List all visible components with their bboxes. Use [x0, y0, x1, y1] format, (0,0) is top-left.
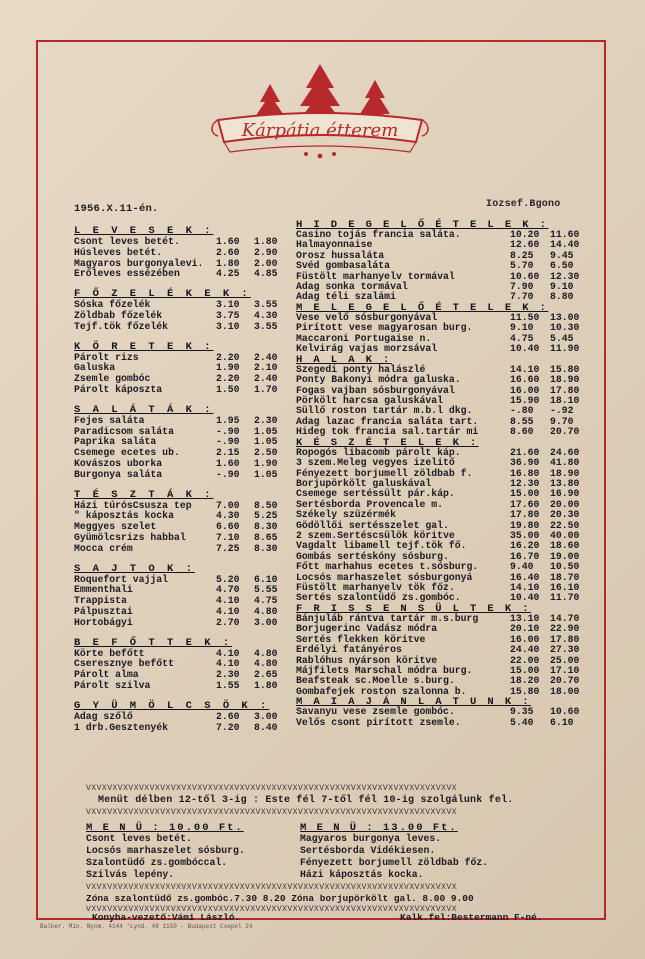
- section-heading: G Y Ü M Ö L C S Ö K :: [74, 699, 270, 712]
- menu-item-name: Locsós marhaszelet sósburgonyá: [296, 571, 473, 583]
- printer-imprint: Balker. Min. Nyom. 4144 'Lynd. 48 1150 - Budapest Csepel 24: [40, 923, 253, 930]
- menu-item-price: 1.60: [216, 236, 240, 247]
- menu-item-price: 17.80: [510, 509, 540, 521]
- menu-item-price: 15.00: [510, 665, 540, 676]
- menu-1-title: M E N Ü : 10.00 Ft.: [86, 822, 244, 834]
- menu-item-price-alt: 20.70: [550, 675, 580, 687]
- menu-item-price: 9.40: [510, 561, 534, 573]
- menu-item-price-alt: 2.10: [254, 362, 278, 374]
- menu-item-price-alt: 6.50: [550, 260, 574, 272]
- menu-item-name: Borjugerinc Vadász módra: [296, 623, 438, 635]
- menu-item-price-alt: 18.10: [550, 395, 580, 406]
- menu-item-price-alt: 3.55: [254, 320, 278, 332]
- menu-item-price: 17.60: [510, 498, 540, 510]
- menu-item-price: 5.70: [510, 260, 534, 272]
- menu-item-name: Szegedi ponty halászlé: [296, 363, 426, 375]
- menu-item-price-alt: 2.30: [254, 414, 278, 426]
- menu-item-name: Gyümölcsrizs habbal: [74, 532, 186, 543]
- menu-item-price-alt: 3.55: [254, 299, 278, 311]
- menu-item-price-alt: 20.70: [550, 426, 580, 438]
- menu-item-price-alt: 27.30: [550, 644, 580, 656]
- menu-item-price-alt: 2.90: [254, 246, 278, 258]
- menu-item-price-alt: 16.90: [550, 488, 580, 500]
- menu-item-name: Süllő roston tartár m.b.l dkg.: [296, 405, 473, 417]
- menu-item-price: 4.10: [216, 658, 240, 670]
- menu-item-price: 16.20: [510, 540, 540, 552]
- menu-item-price-alt: 14.70: [550, 613, 580, 624]
- separator-line: VXVXVXVXVXVXVXVXVXVXVXVXVXVXVXVXVXVXVXVXVXVXVXVXVXVXVXVXVXVXVXVXVXVXVX: [86, 808, 458, 817]
- menu-item-price-alt: 11.60: [550, 229, 580, 240]
- menu-item-name: Körte befőtt: [74, 647, 145, 659]
- menu-item-name: Orosz hussaláta: [296, 249, 385, 261]
- menu-item-price-alt: 18.70: [550, 571, 580, 583]
- menu-item-name: Ponty Bakonyi módra galuska.: [296, 374, 461, 386]
- menu-2-item: Fényezett borjumell zöldbab főz.: [300, 857, 489, 868]
- menu-item-price-alt: 2.00: [254, 257, 278, 269]
- menu-item-name: " káposztás kocka: [74, 510, 174, 522]
- menu-item-price-alt: 1.05: [254, 468, 278, 480]
- menu-item-price: 8.60: [510, 426, 534, 438]
- menu-item-name: Kelvirág vajas morzsával: [296, 343, 438, 355]
- menu-item-price: 12.30: [510, 478, 540, 489]
- chef-signature: Konyha-vezető:Vámi László.: [92, 912, 241, 923]
- menu-item-price: 10.40: [510, 343, 540, 355]
- menu-1-item: Csont leves betét.: [86, 833, 192, 844]
- menu-item-price: 16.80: [510, 467, 540, 479]
- menu-item-price-alt: 40.00: [550, 530, 580, 541]
- menu-item-price: 3.10: [216, 299, 240, 311]
- menu-item-price: 10.40: [510, 592, 540, 604]
- menu-item-price-alt: 4.80: [254, 647, 278, 659]
- menu-item-price: 1.55: [216, 680, 240, 691]
- restaurant-logo: [210, 62, 430, 162]
- menu-item-price: 21.60: [510, 446, 540, 458]
- menu-item-name: Füstölt marhanyelv tormával: [296, 270, 455, 282]
- menu-item-price: 2.20: [216, 373, 240, 385]
- zone-offers: Zóna szalontüdő zs.gombóc.7.30 8.20 Zóna borjupörkölt gal. 8.00 9.00: [86, 893, 474, 904]
- menu-item-name: Emmenthali: [74, 584, 133, 596]
- menu-item-price-alt: 8.80: [550, 291, 574, 303]
- menu-item-name: Zöldbab főzelék: [74, 310, 163, 321]
- menu-item-price: 9.10: [510, 322, 534, 334]
- menu-item-price-alt: 12.30: [550, 270, 580, 282]
- menu-item-name: Borjupörkölt galuskával: [296, 478, 432, 489]
- menu-item-price: -.90: [216, 468, 240, 480]
- menu-item-price: 12.60: [510, 239, 540, 251]
- menu-item-name: Svéd gombasaláta: [296, 260, 391, 272]
- menu-item-name: Beafsteak sc.Moelle s.burg.: [296, 675, 455, 687]
- menu-item-name: Sertésborda Provencale m.: [296, 498, 443, 510]
- menu-item-name: Fogas vajban sósburgonyával: [296, 384, 455, 396]
- menu-item-price-alt: 19.00: [550, 550, 580, 562]
- menu-item-name: Párolt szilva: [74, 680, 151, 691]
- menu-item-name: Burgonya saláta: [74, 468, 163, 480]
- menu-item-name: Adag lazac francia saláta tart.: [296, 415, 479, 427]
- menu-item-price-alt: 3.00: [254, 710, 278, 722]
- menu-item-price: 14.10: [510, 363, 540, 375]
- menu-item-name: 2 szem.Sertéscsülök köritve: [296, 530, 455, 541]
- menu-item-name: Gombás sertéskóny sósburg.: [296, 550, 449, 562]
- menu-item-name: Székely szüzérmék: [296, 509, 396, 521]
- menu-item-name: Erdélyi fatányéros: [296, 644, 402, 656]
- menu-item-name: Zsemle gombóc: [74, 373, 151, 385]
- menu-item-name: Bánjuláb rántva tartár m.s.burg: [296, 613, 479, 624]
- menu-item-price-alt: 1.05: [254, 425, 278, 437]
- menu-item-price: 1.95: [216, 414, 240, 426]
- separator-line: VXVXVXVXVXVXVXVXVXVXVXVXVXVXVXVXVXVXVXVXVXVXVXVXVXVXVXVXVXVXVXVXVXVXVX: [86, 784, 458, 793]
- section-heading: H A L A K :: [296, 353, 392, 366]
- menu-item-price-alt: 4.30: [254, 310, 278, 321]
- menu-item-name: Kovászos uborka: [74, 458, 163, 469]
- menu-item-price: 16.00: [510, 633, 540, 645]
- menu-item-name: Házi túrósCsusza tep: [74, 499, 192, 511]
- menu-item-price-alt: 9.70: [550, 415, 574, 427]
- menu-item-name: Főtt marhahus ecetes t.sósburg.: [296, 561, 479, 573]
- menu-item-price-alt: 17.80: [550, 384, 580, 396]
- menu-item-price-alt: 1.80: [254, 236, 278, 247]
- menu-item-price: 5.20: [216, 573, 240, 585]
- menu-item-price: 4.70: [216, 584, 240, 596]
- menu-item-name: Savanyu vese zsemle gombóc.: [296, 706, 455, 718]
- menu-item-name: Hideg tok francia sal.tartár mi: [296, 426, 479, 438]
- menu-item-price: 2.70: [216, 616, 240, 628]
- menu-item-price-alt: 4.80: [254, 658, 278, 670]
- separator-line: VXVXVXVXVXVXVXVXVXVXVXVXVXVXVXVXVXVXVXVXVXVXVXVXVXVXVXVXVXVXVXVXVXVXVX: [86, 905, 458, 914]
- menu-1-item: Szalontüdő zs.gombóccal.: [86, 857, 228, 868]
- menu-item-price-alt: 8.30: [254, 521, 278, 533]
- menu-item-price-alt: 9.10: [550, 281, 574, 292]
- menu-item-name: Fényezett borjumell zöldbab f.: [296, 467, 473, 479]
- menu-item-name: Adag sonka tormával: [296, 281, 408, 292]
- menu-item-price-alt: 6.10: [254, 573, 278, 585]
- menu-item-price-alt: 5.45: [550, 332, 574, 344]
- menu-item-name: Párolt alma: [74, 669, 139, 681]
- menu-item-price-alt: 11.90: [550, 343, 580, 355]
- menu-item-name: Sertés flekken köritve: [296, 633, 426, 645]
- menu-item-price: 4.10: [216, 647, 240, 659]
- menu-item-price-alt: 8.40: [254, 721, 278, 733]
- menu-item-name: Pálpusztai: [74, 606, 133, 617]
- menu-item-price: 1.80: [216, 257, 240, 269]
- menu-item-price: 19.80: [510, 519, 540, 531]
- menu-item-price: 4.75: [510, 332, 534, 344]
- menu-item-price: 4.10: [216, 595, 240, 607]
- menu-item-name: Párolt káposzta: [74, 384, 163, 395]
- menu-item-name: Adag szőlő: [74, 710, 133, 722]
- menu-item-price: 16.40: [510, 571, 540, 583]
- menu-item-name: Velős csont pirított zsemle.: [296, 716, 461, 728]
- menu-item-price: 2.60: [216, 710, 240, 722]
- menu-item-price: 16.70: [510, 550, 540, 562]
- menu-item-price-alt: 11.70: [550, 592, 580, 604]
- menu-item-price-alt: 1.90: [254, 458, 278, 469]
- menu-item-price: 24.40: [510, 644, 540, 656]
- menu-item-price: 13.10: [510, 613, 540, 624]
- section-heading: F Ő Z E L É K E K :: [74, 288, 251, 301]
- separator-line: VXVXVXVXVXVXVXVXVXVXVXVXVXVXVXVXVXVXVXVXVXVXVXVXVXVXVXVXVXVXVXVXVXVXVX: [86, 883, 458, 892]
- serving-hours: Menüt délben 12-től 3-ig : Este fél 7-től fél 10-ig szolgálunk fel.: [98, 795, 514, 806]
- menu-item-price: 8.25: [510, 249, 534, 261]
- menu-item-price: 7.90: [510, 281, 534, 292]
- menu-item-price-alt: 13.00: [550, 312, 580, 323]
- section-heading: S A L Á T Á K :: [74, 403, 214, 416]
- menu-item-name: Pirított vese magyarosan burg.: [296, 322, 473, 334]
- menu-item-name: Cseresznye befőtt: [74, 658, 174, 670]
- menu-date: 1956.X.11-én.: [74, 203, 159, 215]
- menu-item-price: 2.60: [216, 246, 240, 258]
- menu-item-price-alt: 18.60: [550, 540, 580, 552]
- menu-item-name: Fejes saláta: [74, 414, 145, 426]
- section-heading: L E V E S E K :: [74, 225, 214, 237]
- menu-item-price: 4.25: [216, 268, 240, 280]
- menu-item-price: 3.75: [216, 310, 240, 321]
- menu-item-price: 36.90: [510, 457, 540, 469]
- section-heading: K Ö R E T E K :: [74, 340, 214, 353]
- menu-item-price: 7.10: [216, 532, 240, 543]
- menu-item-name: Halmayonnaise: [296, 239, 373, 251]
- menu-2-item: Magyaros burgonya leves.: [300, 833, 442, 844]
- menu-item-price-alt: 1.70: [254, 384, 278, 395]
- menu-item-price: -.80: [510, 405, 534, 417]
- menu-item-name: Sertés szalontüdő zs.gombóc.: [296, 592, 461, 604]
- menu-item-price: 1.50: [216, 384, 240, 395]
- section-heading: S A J T O K :: [74, 562, 195, 575]
- menu-item-name: Erőleves essézében: [74, 268, 180, 280]
- menu-item-price-alt: 22.50: [550, 519, 580, 531]
- signature-top: Iozsef.Bgono: [486, 199, 561, 210]
- menu-item-price: 5.40: [510, 716, 534, 728]
- menu-item-price-alt: 6.10: [550, 716, 574, 728]
- menu-item-price: 18.20: [510, 675, 540, 687]
- menu-item-price-alt: 3.00: [254, 616, 278, 628]
- menu-1-item: Szilvás lepény.: [86, 869, 175, 880]
- menu-item-price-alt: 4.80: [254, 606, 278, 617]
- menu-item-name: Mocca crém: [74, 542, 133, 554]
- menu-item-name: Meggyes szelet: [74, 521, 157, 533]
- menu-item-price: 16.00: [510, 384, 540, 396]
- menu-item-price: 9.35: [510, 706, 534, 718]
- menu-2-item: Sertésborda Vidékiesen.: [300, 845, 436, 856]
- menu-item-price: 4.10: [216, 606, 240, 617]
- menu-item-price: 11.50: [510, 312, 540, 323]
- section-heading: F R I S S E N S Ü L T E K :: [296, 603, 531, 615]
- menu-item-price-alt: -.92: [550, 405, 574, 417]
- menu-item-price: 22.00: [510, 654, 540, 666]
- menu-item-name: Ropogós libacomb párolt káp.: [296, 446, 461, 458]
- menu-item-price: 15.90: [510, 395, 540, 406]
- menu-item-price-alt: 20.00: [550, 498, 580, 510]
- menu-item-price-alt: 16.10: [550, 582, 580, 593]
- menu-item-name: Paradicsom saláta: [74, 425, 174, 437]
- menu-item-price-alt: 5.55: [254, 584, 278, 596]
- menu-item-price-alt: 17.10: [550, 665, 580, 676]
- section-heading: K É S Z É T E L E K :: [296, 436, 479, 449]
- menu-item-price: 6.60: [216, 521, 240, 533]
- menu-item-name: Vagdalt libamell tejf.tök fő.: [296, 540, 467, 552]
- menu-item-price-alt: 1.05: [254, 436, 278, 448]
- section-heading: M A I A J Á N L A T U N K :: [296, 696, 531, 709]
- menu-item-price: 1.90: [216, 362, 240, 374]
- menu-item-price-alt: 14.40: [550, 239, 580, 251]
- menu-item-price: 15.00: [510, 488, 540, 500]
- menu-item-price: 2.15: [216, 447, 240, 459]
- calculator-signature: Kalk.fel:Bestermann F-né.: [400, 912, 543, 923]
- menu-item-price: 7.20: [216, 721, 240, 733]
- menu-item-price-alt: 2.40: [254, 373, 278, 385]
- menu-1-item: Locsós marhaszelet sósburg.: [86, 845, 245, 856]
- svg-text:Kárpátia étterem: Kárpátia étterem: [241, 120, 399, 141]
- menu-item-price: 7.70: [510, 291, 534, 303]
- menu-item-name: Füstölt marhanyelv tök főz.: [296, 582, 455, 593]
- menu-item-price-alt: 2.50: [254, 447, 278, 459]
- menu-item-price-alt: 18.90: [550, 467, 580, 479]
- menu-item-price-alt: 10.30: [550, 322, 580, 334]
- menu-item-price: 14.10: [510, 582, 540, 593]
- menu-item-price-alt: 2.65: [254, 669, 278, 681]
- menu-item-price: 10.60: [510, 270, 540, 282]
- menu-item-price-alt: 1.80: [254, 680, 278, 691]
- menu-item-price: -.90: [216, 436, 240, 448]
- menu-item-price: 8.55: [510, 415, 534, 427]
- section-heading: M E L E G E L Ő É T E L E K :: [296, 302, 549, 314]
- menu-item-name: Májfilets Marschal módra burg.: [296, 665, 473, 676]
- menu-item-price-alt: 20.30: [550, 509, 580, 521]
- menu-item-price: 16.60: [510, 374, 540, 386]
- menu-item-name: Hortobágyi: [74, 616, 133, 628]
- menu-item-price-alt: 8.65: [254, 532, 278, 543]
- section-heading: T É S Z T Á K :: [74, 488, 214, 501]
- menu-item-name: Trappista: [74, 595, 127, 607]
- menu-item-price: 2.20: [216, 351, 240, 363]
- menu-item-price: 7.25: [216, 542, 240, 554]
- menu-item-name: Casino tojás francia saláta.: [296, 229, 461, 240]
- menu-item-name: Csemege sertéssült pár.káp.: [296, 488, 455, 500]
- menu-item-price: 10.20: [510, 229, 540, 240]
- menu-item-name: Gombafejek roston szalonna b.: [296, 685, 467, 697]
- menu-item-price-alt: 41.80: [550, 457, 580, 469]
- menu-item-price: 35.00: [510, 530, 540, 541]
- menu-item-name: Húsleves betét.: [74, 246, 163, 258]
- menu-item-name: 1 drb.Gesztenyék: [74, 721, 169, 733]
- menu-item-name: Sóska főzelék: [74, 299, 151, 311]
- menu-item-price-alt: 25.00: [550, 654, 580, 666]
- menu-item-price-alt: 2.40: [254, 351, 278, 363]
- menu-item-price-alt: 4.85: [254, 268, 278, 280]
- menu-item-price: 15.80: [510, 685, 540, 697]
- menu-item-price-alt: 18.00: [550, 685, 580, 697]
- menu-item-price-alt: 24.60: [550, 446, 580, 458]
- menu-2-title: M E N Ü : 13.00 Ft.: [300, 822, 458, 834]
- menu-2-item: Házi káposztás kocka.: [300, 869, 424, 880]
- menu-item-price-alt: 8.50: [254, 499, 278, 511]
- menu-item-price: 20.10: [510, 623, 540, 635]
- menu-item-price-alt: 9.45: [550, 249, 574, 261]
- menu-item-name: Maccaroni Portugaise n.: [296, 332, 432, 344]
- menu-item-name: Vese velő sósburgonyával: [296, 312, 438, 323]
- menu-item-name: Galuska: [74, 362, 116, 374]
- menu-item-name: Magyaros burgonyalevi.: [74, 257, 204, 269]
- menu-item-name: Paprika saláta: [74, 436, 157, 448]
- menu-item-name: 3 szem.Meleg vegyes izelitő: [296, 457, 455, 469]
- menu-item-price: 7.00: [216, 499, 240, 511]
- menu-item-price: 2.30: [216, 669, 240, 681]
- menu-item-price: 3.10: [216, 320, 240, 332]
- menu-item-price-alt: 17.80: [550, 633, 580, 645]
- menu-item-name: Roquefort vajjal: [74, 573, 169, 585]
- section-heading: B E F Ő T T E K :: [74, 636, 233, 649]
- menu-item-price-alt: 10.50: [550, 561, 580, 573]
- menu-item-price: 4.30: [216, 510, 240, 522]
- menu-item-name: Tejf.tök főzelék: [74, 320, 169, 332]
- menu-item-price: 1.60: [216, 458, 240, 469]
- menu-item-name: Adag téli szalámi: [296, 291, 396, 303]
- menu-item-price: -.90: [216, 425, 240, 437]
- section-heading: H I D E G E L Ő É T E L E K :: [296, 219, 549, 231]
- menu-item-price-alt: 5.25: [254, 510, 278, 522]
- menu-item-price-alt: 22.90: [550, 623, 580, 635]
- menu-item-price-alt: 18.90: [550, 374, 580, 386]
- menu-item-price-alt: 15.80: [550, 363, 580, 375]
- menu-item-name: Pörkölt harcsa galuskával: [296, 395, 443, 406]
- menu-item-price-alt: 13.80: [550, 478, 580, 489]
- menu-item-name: Rablóhus nyárson köritve: [296, 654, 438, 666]
- menu-item-name: Gödöllői sertésszelet gal.: [296, 519, 449, 531]
- menu-item-name: Csont leves betét.: [74, 236, 180, 247]
- menu-item-name: Csemege ecetes ub.: [74, 447, 180, 459]
- menu-item-name: Párolt rizs: [74, 351, 139, 363]
- menu-item-price-alt: 8.30: [254, 542, 278, 554]
- menu-item-price-alt: 10.60: [550, 706, 580, 718]
- menu-item-price-alt: 4.75: [254, 595, 278, 607]
